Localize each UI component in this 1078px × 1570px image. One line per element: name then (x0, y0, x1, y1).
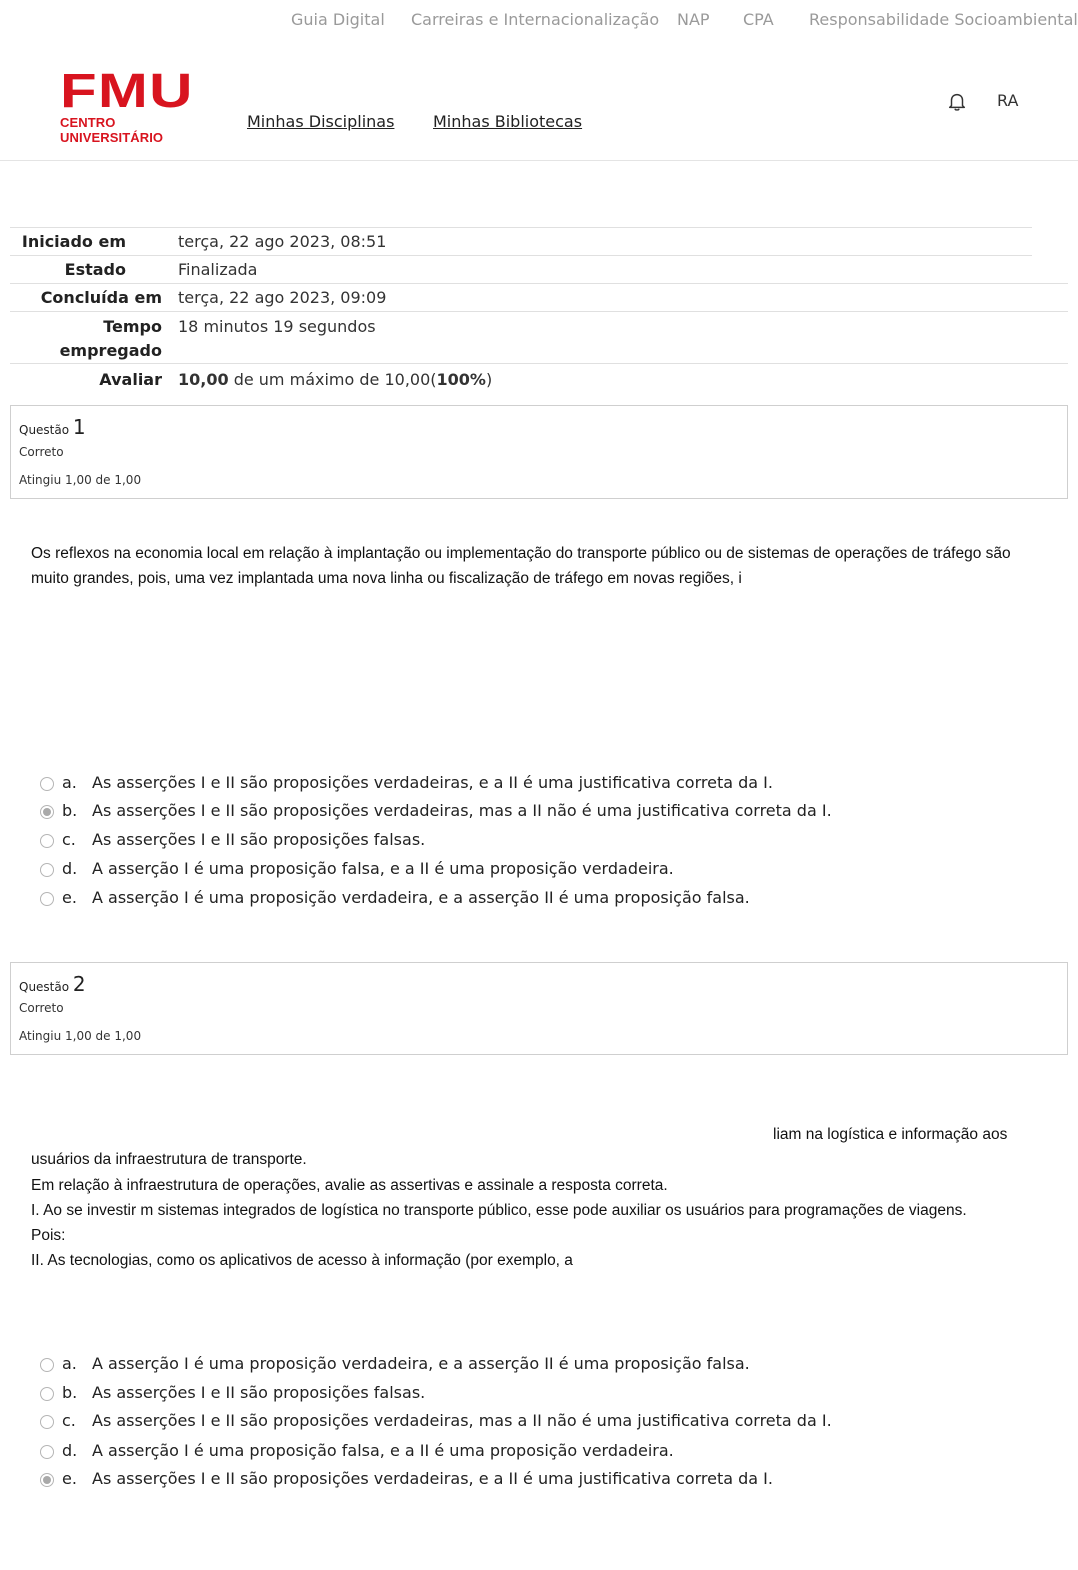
bell-icon[interactable] (946, 90, 968, 112)
option-letter: a. (62, 1354, 77, 1373)
summary-row-avaliar (10, 363, 1068, 394)
radio-button[interactable] (40, 1358, 54, 1372)
score-percent: 100% (436, 370, 486, 389)
question-grade: Atingiu 1,00 de 1,00 (19, 473, 142, 487)
question-label: Questão (19, 980, 70, 994)
option-text: A asserção I é uma proposição verdadeira, e a asserção II é uma proposição falsa. (92, 1354, 750, 1373)
fmu-logo[interactable] (60, 65, 200, 145)
option-letter: b. (62, 801, 78, 820)
summary-value: terça, 22 ago 2023, 08:51 (178, 232, 387, 251)
option-text: As asserções I e II são proposições verdadeiras, mas a II não é uma justificativa correta da I. (92, 801, 832, 820)
summary-label: Concluída em (40, 288, 162, 307)
option-text: As asserções I e II são proposições verdadeiras, e a II é uma justificativa correta da I. (92, 773, 773, 792)
toplink-cpa[interactable]: CPA (743, 10, 774, 29)
question-label: Questão (19, 423, 70, 437)
summary-value: 18 minutos 19 segundos (178, 317, 376, 336)
radio-button[interactable] (40, 777, 54, 791)
summary-value (178, 370, 492, 389)
logo-wordmark: FMU (60, 65, 194, 118)
score-value: 10,00 (178, 370, 229, 389)
radio-button-selected[interactable] (40, 1473, 54, 1487)
question-text-line: liam na logística e informação aos (773, 1126, 1008, 1143)
option-text: As asserções I e II são proposições falsas. (92, 830, 426, 849)
option-letter: e. (62, 888, 77, 907)
question-text-line: II. As tecnologias, como os aplicativos de acesso à informação (por exemplo, a (31, 1252, 573, 1269)
summary-value: terça, 22 ago 2023, 09:09 (178, 288, 387, 307)
summary-label: Estado (64, 260, 126, 279)
question-state: Correto (19, 1001, 64, 1015)
radio-button-selected[interactable] (40, 805, 54, 819)
option-text: As asserções I e II são proposições verdadeiras, mas a II não é uma justificativa correta da I. (92, 1411, 832, 1430)
toplink-carreiras[interactable]: Carreiras e Internacionalização (411, 10, 660, 29)
question-number: 2 (72, 972, 86, 996)
option-text: A asserção I é uma proposição verdadeira, e a asserção II é uma proposição falsa. (92, 888, 750, 907)
question-1-info (10, 405, 1068, 499)
summary-label: Avaliar (99, 370, 162, 389)
summary-label: empregado (59, 341, 162, 360)
option-letter: a. (62, 773, 77, 792)
option-letter: d. (62, 859, 78, 878)
question-title (19, 972, 86, 996)
top-links-bar (0, 10, 1078, 34)
radio-button[interactable] (40, 1445, 54, 1459)
option-letter: b. (62, 1383, 78, 1402)
question-number: 1 (72, 415, 86, 439)
summary-label: Tempo (103, 317, 162, 336)
question-text-line: muito grandes, pois, uma vez implantada uma nova linha ou fiscalização de tráfego em novas regiões, i (31, 570, 742, 587)
nav-minhas-bibliotecas[interactable]: Minhas Bibliotecas (433, 112, 583, 131)
summary-row-tempo (10, 311, 1068, 363)
summary-row-iniciado (10, 227, 1032, 255)
radio-button[interactable] (40, 1415, 54, 1429)
question-grade: Atingiu 1,00 de 1,00 (19, 1029, 142, 1043)
summary-row-concluida (10, 283, 1068, 311)
option-letter: d. (62, 1441, 78, 1460)
score-close: ) (485, 370, 493, 389)
question-text-line: Os reflexos na economia local em relação à implantação ou implementação do transporte público ou de sistemas de operações de tráfego são (31, 545, 1011, 562)
question-text-line: Pois: (31, 1227, 66, 1244)
question-text-line: I. Ao se investir m sistemas integrados de logística no transporte público, esse pode auxiliar os usuários para programações de viagens. (31, 1202, 967, 1219)
toplink-nap[interactable]: NAP (677, 10, 710, 29)
question-text-line: usuários da infraestrutura de transporte. (31, 1151, 307, 1168)
logo-subtitle: CENTRO UNIVERSITÁRIO (60, 115, 164, 145)
summary-row-estado (10, 255, 1032, 283)
header-divider (0, 160, 1078, 161)
nav-minhas-disciplinas[interactable]: Minhas Disciplinas (247, 112, 395, 131)
option-text: A asserção I é uma proposição falsa, e a II é uma proposição verdadeira. (92, 859, 674, 878)
question-2-info (10, 962, 1068, 1055)
radio-button[interactable] (40, 892, 54, 906)
summary-label: Iniciado em (21, 232, 126, 251)
option-letter: c. (62, 830, 76, 849)
attempt-summary (10, 227, 1068, 394)
option-letter: e. (62, 1469, 77, 1488)
toplink-responsabilidade[interactable]: Responsabilidade Socioambiental (809, 10, 1078, 29)
question-state: Correto (19, 445, 64, 459)
toplink-guia-digital[interactable]: Guia Digital (291, 10, 385, 29)
question-1-text (31, 541, 1051, 591)
option-letter: c. (62, 1411, 76, 1430)
question-title (19, 415, 86, 439)
radio-button[interactable] (40, 834, 54, 848)
summary-value: Finalizada (178, 260, 258, 279)
radio-button[interactable] (40, 1387, 54, 1401)
question-text-line: Em relação à infraestrutura de operações, avalie as assertivas e assinale a resposta correta. (31, 1177, 668, 1194)
option-text: As asserções I e II são proposições falsas. (92, 1383, 426, 1402)
user-menu[interactable]: RA (997, 91, 1019, 110)
radio-button[interactable] (40, 863, 54, 877)
option-text: As asserções I e II são proposições verdadeiras, e a II é uma justificativa correta da I. (92, 1469, 773, 1488)
option-text: A asserção I é uma proposição falsa, e a II é uma proposição verdadeira. (92, 1441, 674, 1460)
score-text: de um máximo de 10,00( (233, 370, 437, 389)
